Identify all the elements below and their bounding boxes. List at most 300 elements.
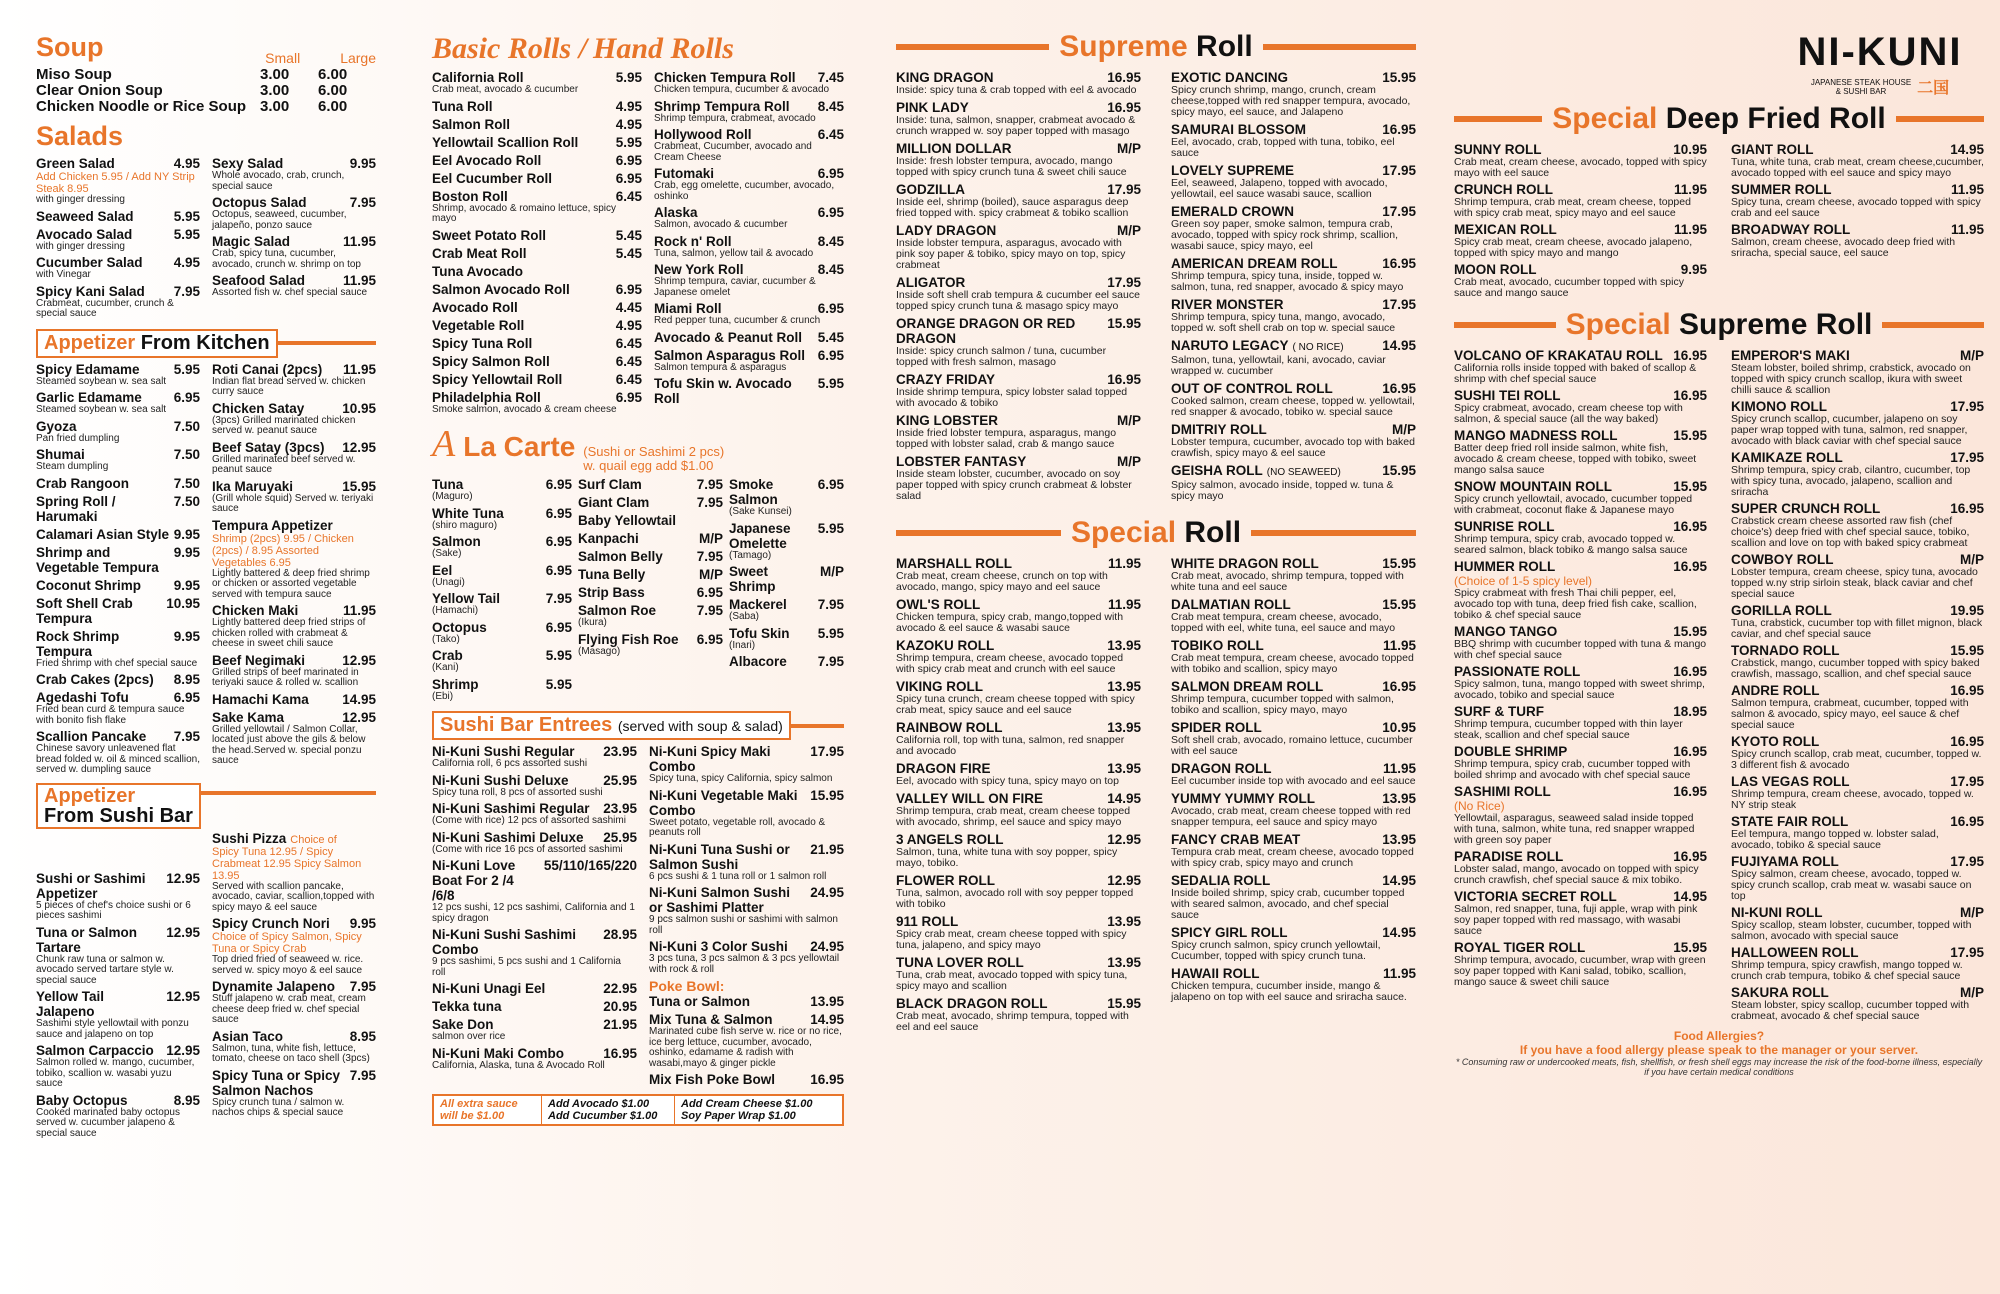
item-head	[212, 653, 376, 668]
item-name	[654, 301, 814, 316]
item-name-text: ANDRE ROLL	[1731, 683, 1820, 698]
item-head	[1454, 624, 1707, 639]
item-name-text: PINK LADY	[896, 100, 969, 115]
item-price: 16.95	[1673, 348, 1707, 363]
item-name	[896, 141, 1113, 156]
item-note: Add Chicken 5.95 / Add NY Strip Steak 8.95	[36, 171, 195, 195]
item-price: 12.95	[166, 924, 200, 940]
item-name-text: 3 ANGELS ROLL	[896, 832, 1004, 847]
alc-head	[729, 597, 844, 612]
item-head	[432, 981, 637, 996]
item-name-text: DRAGON ROLL	[1171, 761, 1272, 776]
alc-name: Eel	[432, 562, 453, 578]
menu-item	[1731, 450, 1984, 498]
item-head	[432, 801, 637, 816]
appetizer-kitchen-header	[36, 329, 376, 358]
alc-item	[729, 597, 844, 623]
item-desc: Indian flat bread served w. chicken curry sauce	[212, 375, 366, 397]
poke-title: Poke Bowl:	[649, 978, 725, 994]
item-head	[649, 1072, 844, 1087]
item-desc: Inside: spicy tuna & crab topped with eel & avocado	[896, 84, 1137, 96]
ss-rule-right	[1882, 322, 1984, 328]
item-price: 15.95	[1950, 643, 1984, 658]
item-head	[432, 830, 637, 845]
item-price: 13.95	[810, 994, 844, 1009]
menu-item	[1171, 597, 1416, 634]
extras-avocado: Add Avocado $1.00	[548, 1098, 650, 1110]
item-head	[1171, 791, 1416, 806]
item-price: 11.95	[1107, 597, 1141, 612]
menu-item	[1731, 814, 1984, 851]
item-desc: Grilled strips of beef marinated in teriyaki sauce & rolled w. scallion	[212, 666, 359, 688]
item-price: 14.95	[1107, 791, 1141, 806]
item-name	[649, 885, 806, 915]
item-head	[36, 1043, 200, 1058]
item-head	[649, 842, 844, 872]
menu-item	[212, 362, 376, 398]
menu-item	[432, 1046, 637, 1072]
item-head	[896, 832, 1141, 847]
menu-item	[432, 318, 642, 333]
item-name	[36, 362, 170, 377]
item-name-text: Ni-Kuni 3 Color Sushi	[649, 939, 788, 954]
item-name-text: GIANT ROLL	[1731, 142, 1814, 157]
item-price: 12.95	[1107, 832, 1141, 847]
menu-item	[432, 354, 642, 369]
item-head	[36, 989, 200, 1019]
item-name	[896, 100, 1103, 115]
item-name-text: COWBOY ROLL	[1731, 552, 1834, 567]
item-price: 16.95	[1673, 388, 1707, 403]
item-price: M/P	[1959, 348, 1984, 363]
alc-item	[432, 648, 572, 674]
item-desc: Sashimi style yellowtail with ponzu sauce and jalapeno on top	[36, 1018, 189, 1040]
item-price: 15.95	[1673, 940, 1707, 955]
item-name	[896, 638, 1103, 653]
item-price: 15.95	[1673, 479, 1707, 494]
item-head	[896, 182, 1141, 197]
menu-item	[654, 262, 844, 298]
item-name-text: Tuna Roll	[432, 98, 493, 114]
special-supreme-header	[1454, 308, 1984, 342]
item-head	[1454, 889, 1707, 904]
alc-name: Kanpachi	[578, 531, 639, 546]
item-name	[212, 440, 338, 455]
item-price: 11.95	[1673, 182, 1707, 197]
menu-item	[212, 273, 376, 299]
item-head	[432, 70, 642, 85]
menu-item	[1731, 734, 1984, 771]
item-head	[896, 454, 1141, 469]
item-price: 23.95	[603, 801, 637, 816]
menu-item	[432, 228, 642, 243]
item-head	[1171, 873, 1416, 888]
item-name-text: CRAZY FRIDAY	[896, 372, 996, 387]
item-name-text: KAZOKU ROLL	[896, 638, 995, 653]
item-head	[432, 264, 642, 279]
alc-head	[432, 620, 572, 635]
item-desc: Spicy crunch salmon, spicy crunch yellowtail, Cucumber, topped with spicy crunch tuna.	[1171, 939, 1381, 962]
item-name	[896, 679, 1103, 694]
soup-row	[36, 83, 376, 99]
item-head	[1171, 966, 1416, 981]
item-price: 25.95	[603, 829, 637, 845]
item-name	[1171, 873, 1378, 888]
item-desc: (3pcs) Grilled marinated chicken served w. peanut sauce	[212, 414, 356, 436]
item-name-text: Sexy Salad	[212, 156, 284, 171]
item-name	[896, 182, 1103, 197]
menu-item	[432, 927, 637, 978]
item-price: 12.95	[342, 439, 376, 455]
item-desc: Inside steam lobster, cucumber, avocado on soy paper topped with spicy crunch crabmeat & lobster salad	[896, 468, 1132, 502]
menu-item	[654, 205, 844, 231]
item-desc: Spicy salmon, cream cheese, avocado, topped w. spicy crunch scallop, crab meat w. wasabi sauce on top	[1731, 868, 1972, 902]
item-desc: (Come with rice 16 pcs of assorted sashimi	[432, 843, 623, 855]
item-name-text: ORANGE DRAGON OR RED DRAGON	[896, 316, 1076, 346]
alc-name: Salmon	[432, 534, 481, 549]
item-name-text: California Roll	[432, 70, 524, 85]
alc-name: Crab	[432, 648, 463, 663]
item-name	[1454, 889, 1669, 904]
item-price: 8.45	[817, 262, 844, 277]
soup-large-price: 6.00	[318, 82, 348, 99]
item-head	[654, 166, 844, 181]
item-name-text: ROYAL TIGER ROLL	[1454, 940, 1586, 955]
item-head	[1171, 204, 1416, 219]
menu-item	[36, 209, 200, 224]
item-name-text: Garlic Edamame	[36, 390, 142, 405]
basic-rolls-grid	[432, 70, 844, 418]
item-name	[36, 419, 170, 434]
item-price: 10.95	[342, 400, 376, 416]
item-price: 5.95	[615, 134, 642, 150]
alc-price: 5.95	[545, 648, 572, 663]
item-price: 15.95	[1673, 428, 1707, 443]
item-head	[36, 925, 200, 955]
menu-item	[896, 996, 1141, 1033]
item-name-text: LADY DRAGON	[896, 223, 997, 238]
menu-item	[1454, 664, 1707, 701]
item-name	[36, 672, 170, 687]
item-name	[36, 1043, 162, 1058]
item-name	[212, 195, 346, 210]
item-name-text: Avocado Salad	[36, 226, 133, 242]
item-desc: Avocado, crab meat, cream cheese topped with red snapper tempura, eel sauce and spicy mayo	[1171, 805, 1411, 828]
item-price: 16.95	[1107, 100, 1141, 115]
item-name-text: Asian Taco	[212, 1028, 284, 1044]
item-head	[36, 209, 200, 224]
item-name-text: YUMMY YUMMY ROLL	[1171, 791, 1316, 806]
item-name	[36, 545, 170, 575]
menu-item	[654, 348, 844, 374]
extras-soy-paper: Soy Paper Wrap $1.00	[681, 1110, 796, 1122]
item-name	[1171, 122, 1378, 137]
item-name	[1454, 348, 1669, 363]
item-name-text: MARSHALL ROLL	[896, 556, 1012, 571]
item-price: 9.95	[173, 577, 200, 593]
item-price: 12.95	[166, 870, 200, 886]
item-desc: 5 pieces of chef's choice sushi or 6 pieces sashimi	[36, 899, 191, 921]
logo-sub	[1790, 75, 1970, 98]
item-name	[432, 171, 612, 186]
item-desc: Spicy crunch yellowtail, avocado, cucumber topped with crabmeat, coconut flake & Japanese mayo	[1454, 493, 1693, 516]
item-head	[1454, 519, 1707, 534]
item-desc: Crab meat, avocado, shrimp tempura, topped with white tuna and eel sauce	[1171, 570, 1404, 593]
alc-item	[578, 632, 723, 658]
menu-item	[1731, 603, 1984, 640]
item-head	[896, 223, 1141, 238]
item-head	[1731, 182, 1984, 197]
alc-name: Mackerel	[729, 597, 787, 612]
item-name	[1454, 519, 1669, 534]
as-left	[36, 831, 200, 1143]
item-price: 4.45	[615, 299, 642, 315]
item-name-text: VOLCANO OF KRAKATAU ROLL	[1454, 348, 1663, 363]
menu-item	[36, 545, 200, 575]
item-desc: Inside eel, shrimp (boiled), sauce asparagus deep fried topped with. spicy crabmeat & tobiko scallion	[896, 196, 1129, 219]
item-name-text: HAWAII ROLL	[1171, 966, 1260, 981]
alc-price: M/P	[819, 564, 844, 579]
item-name-text: Green Salad	[36, 156, 115, 171]
item-name	[1454, 940, 1669, 955]
item-head	[1171, 925, 1416, 940]
item-head	[432, 1017, 637, 1032]
alc-head	[578, 567, 723, 582]
menu-item	[432, 390, 642, 416]
item-price: 17.95	[1107, 275, 1141, 290]
item-price: 14.95	[1950, 142, 1984, 157]
item-desc: Salmon tempura, crabmeat, cucumber, topped with salmon & avocado, spicy mayo, eel sauce & chef special sauce	[1731, 697, 1969, 731]
item-desc: Spicy tuna crunch, cream cheese topped with spicy crab meat, spicy sauce and eel sauce	[896, 693, 1135, 716]
item-head	[36, 527, 200, 542]
menu-item	[1454, 849, 1707, 886]
item-price: 17.95	[1950, 854, 1984, 869]
item-name-text: Tuna or Salmon	[649, 994, 751, 1009]
item-head	[36, 227, 200, 242]
item-name-text: DALMATIAN ROLL	[1171, 597, 1291, 612]
item-price: M/P	[1959, 905, 1984, 920]
item-name	[649, 994, 806, 1009]
item-name	[896, 873, 1103, 888]
item-head	[432, 858, 637, 903]
item-desc: Crab meat, avocado, shrimp tempura, topped with eel and eel sauce	[896, 1010, 1129, 1033]
item-price: 15.95	[1382, 70, 1416, 85]
item-name	[1171, 720, 1378, 735]
item-desc: Shrimp tempura, avocado, cucumber, wrap with green soy paper topped with Kani salad, tobiko, scallion, mango sauce & sweet chili sauce	[1454, 954, 1706, 988]
item-head	[896, 791, 1141, 806]
alc-name: Octopus	[432, 619, 487, 635]
item-name	[36, 578, 170, 593]
item-desc: Tempura crab meat, cream cheese, avocado topped with spicy crab, spicy mayo and crunch	[1171, 846, 1414, 869]
menu-item	[432, 999, 637, 1014]
item-name	[1454, 849, 1669, 864]
alc-name: Surf Clam	[578, 477, 642, 492]
item-head	[432, 135, 642, 150]
menu-item	[212, 518, 376, 601]
alc-c1	[432, 477, 572, 705]
item-desc: Pan fried dumpling	[36, 432, 120, 444]
item-desc: Sweet potato, vegetable roll, avocado & peanuts roll	[649, 816, 826, 838]
menu-item	[432, 801, 637, 827]
item-price: 11.95	[1382, 966, 1416, 981]
item-name	[1454, 428, 1669, 443]
item-name-text: LOVELY SUPREME	[1171, 163, 1295, 178]
item-price: 12.95	[166, 989, 200, 1004]
item-price: 12.95	[342, 709, 376, 725]
item-head	[36, 871, 200, 901]
item-head	[896, 638, 1141, 653]
item-desc: California, Alaska, tuna & Avocado Roll	[432, 1059, 605, 1071]
item-name	[654, 348, 814, 363]
item-head	[212, 831, 376, 846]
alc-sub: (Maguro)	[432, 491, 473, 502]
item-price: 16.95	[1382, 256, 1416, 271]
item-name	[1171, 381, 1378, 396]
item-name	[432, 927, 599, 957]
item-price: 16.95	[1673, 784, 1707, 799]
menu-item	[1171, 338, 1416, 377]
item-name-text: GEISHA ROLL	[1171, 463, 1263, 478]
menu-item	[36, 527, 200, 542]
item-name	[36, 527, 170, 542]
alc-name: Smoke Salmon	[729, 477, 778, 507]
item-name	[432, 390, 612, 405]
item-head	[1171, 163, 1416, 178]
item-name-text: SEDALIA ROLL	[1171, 873, 1271, 888]
ss-title-b: Supreme Roll	[1679, 308, 1873, 341]
item-name-text: Ni-Kuni Unagi Eel	[432, 981, 546, 996]
alc-name: Yellow Tail	[432, 591, 501, 606]
item-name	[212, 692, 338, 707]
appetizer-sushi-box	[36, 783, 201, 829]
item-price: 16.95	[1673, 664, 1707, 679]
soup-row	[36, 67, 376, 83]
item-price: 28.95	[603, 927, 637, 942]
item-desc: Tuna, salmon, yellow tail & avocado	[654, 247, 814, 259]
item-price: 5.45	[817, 329, 844, 345]
item-desc: Eel tempura, mango topped w. lobster salad, avocado, tobiko & special sauce	[1731, 828, 1939, 851]
item-name	[432, 1046, 599, 1061]
alc-price: 7.95	[817, 597, 844, 612]
menu-item	[1454, 142, 1707, 179]
item-desc: Crab meat, avocado, cucumber topped with spicy sauce and mango sauce	[1454, 276, 1684, 299]
df-title-b: Deep Fried Roll	[1665, 102, 1886, 135]
item-price: 5.95	[173, 208, 200, 224]
menu-item	[896, 275, 1141, 312]
soup-large-price: 6.00	[318, 98, 348, 115]
item-head	[36, 596, 200, 626]
alc-price: 6.95	[545, 619, 572, 635]
item-name-text: New York Roll	[654, 262, 744, 277]
menu-item	[432, 1017, 637, 1043]
sup-right	[1171, 70, 1416, 506]
item-name-text: WHITE DRAGON ROLL	[1171, 556, 1319, 571]
column-1	[36, 30, 376, 1284]
item-name	[36, 596, 162, 626]
item-head	[212, 710, 376, 725]
item-name	[36, 494, 170, 524]
alc-item	[578, 513, 723, 528]
item-name-text: Sweet Potato Roll	[432, 227, 547, 243]
menu-item	[649, 842, 844, 883]
item-desc: Shrimp tempura, crab meat, cream cheese, topped with spicy crab meat, spicy mayo and eel sauce	[1454, 196, 1691, 219]
item-name	[36, 1093, 170, 1108]
appetizer-sushi-grid	[36, 831, 376, 1143]
item-name-text: TORNADO ROLL	[1731, 643, 1840, 658]
item-head	[654, 376, 844, 406]
item-name-text: SUSHI TEI ROLL	[1454, 388, 1561, 403]
item-name	[432, 744, 599, 759]
menu-item	[432, 372, 642, 387]
item-desc: Yellowtail, asparagus, seaweed salad inside topped with tuna, salmon, white tuna, red snapper wrapped with green soy paper	[1454, 812, 1695, 846]
item-price: 10.95	[1673, 142, 1707, 157]
alc-item	[729, 626, 844, 652]
alc-name: Salmon Roe	[578, 603, 657, 618]
item-name	[1171, 832, 1378, 847]
a-la-carte-header	[432, 422, 844, 473]
alc-note: (Sushi or Sashimi 2 pcs) w. quail egg add $1.00	[583, 444, 725, 473]
item-name	[432, 354, 612, 369]
item-name-text: MEXICAN ROLL	[1454, 222, 1557, 237]
item-head	[432, 927, 637, 957]
supreme-title-b: Roll	[1196, 30, 1253, 63]
alc-item	[578, 531, 723, 546]
item-name	[212, 362, 339, 377]
item-desc: Spicy tuna roll, 8 pcs of assorted sushi	[432, 786, 603, 798]
item-name-text: Boston Roll	[432, 188, 508, 204]
item-price: 8.95	[349, 1028, 376, 1044]
alc-name: Tuna	[432, 477, 464, 492]
br-left	[432, 70, 642, 418]
item-name-text: Ni-Kuni Sushi Sashimi Combo	[432, 927, 577, 957]
sushi-bar-box	[432, 711, 791, 740]
item-name-text: Ika Maruyaki	[212, 478, 294, 494]
item-head	[1454, 744, 1707, 759]
menu-item	[654, 234, 844, 260]
item-name-text: Rock Shrimp Tempura	[36, 628, 120, 659]
alc-head	[578, 632, 723, 647]
alc-price: 6.95	[696, 585, 723, 600]
alc-item	[432, 620, 572, 646]
item-name-text: Dynamite Jalapeno	[212, 979, 336, 994]
column-2	[432, 30, 844, 1284]
alc-price: 7.95	[696, 477, 723, 492]
alc-head	[729, 626, 844, 641]
alc-c3	[729, 477, 844, 705]
item-name	[1171, 761, 1379, 776]
logo-line1: JAPANESE STEAK HOUSE	[1810, 77, 1912, 87]
item-head	[896, 275, 1141, 290]
item-name-text: RAINBOW ROLL	[896, 720, 1003, 735]
alc-item	[578, 549, 723, 564]
item-name-text: HUMMER ROLL	[1454, 559, 1556, 574]
menu-item	[1454, 704, 1707, 741]
alc-price: 5.95	[817, 625, 844, 641]
alc-item	[432, 591, 572, 617]
item-name	[1731, 854, 1946, 869]
item-price: 14.95	[342, 691, 376, 707]
item-price: 15.95	[1107, 316, 1141, 331]
item-desc: Shrimp tempura, spicy crab, avocado topped w. seared salmon, black tobiko & mango salsa sauce	[1454, 533, 1688, 556]
alc-head	[578, 531, 723, 546]
item-desc: Assorted fish w. chef special sauce	[212, 287, 368, 298]
soup-price-headers	[265, 50, 376, 66]
item-name-text: EMERALD CROWN	[1171, 204, 1294, 219]
item-desc: Spicy crunch tuna / salmon w. nachos chips & special sauce	[212, 1096, 345, 1118]
item-name-text: SUNNY ROLL	[1454, 142, 1542, 157]
item-name	[432, 228, 612, 243]
menu-item	[1454, 479, 1707, 516]
